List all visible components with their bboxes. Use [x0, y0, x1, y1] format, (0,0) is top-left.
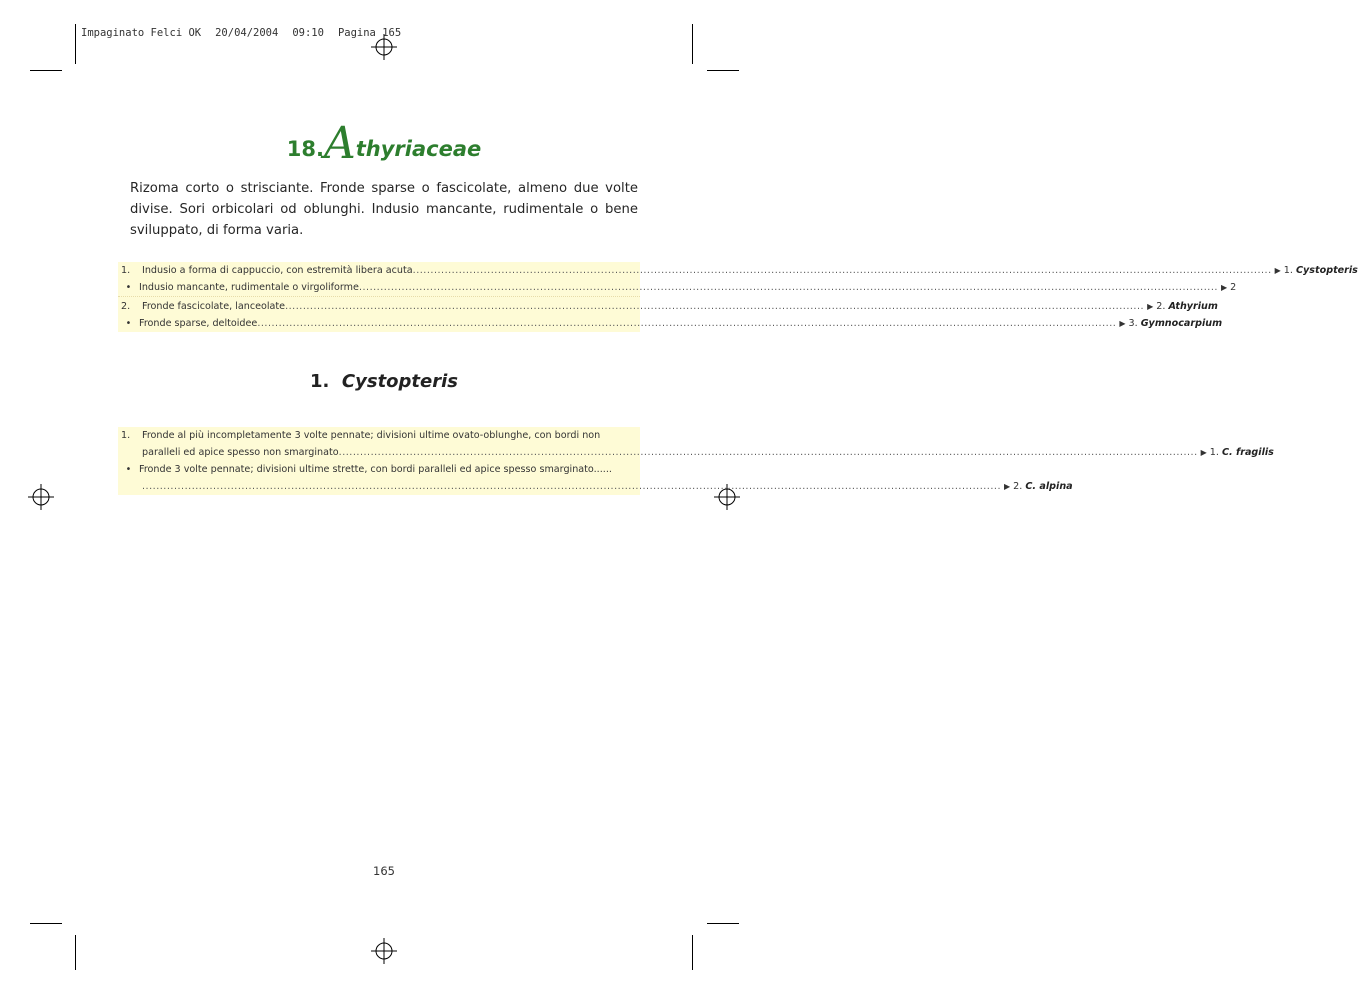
slug-page: Pagina 165 [337, 27, 402, 39]
dot-leader [285, 298, 1144, 315]
crop-mark-bottom-right-vertical [692, 935, 693, 970]
key-row-text: Fronde al più incompletamente 3 volte pennate; divisioni ultime ovato-oblunghe, con bordi non [142, 430, 601, 441]
key-row-continuation [118, 478, 1073, 495]
result-number: 1. [1209, 447, 1219, 458]
key-row-text: Fronde 3 volte pennate; divisioni ultime strette, con bordi paralleli ed apice spesso smarginato...... [139, 464, 612, 475]
result-species: C. fragilis [1222, 447, 1274, 458]
dot-leader [413, 262, 1272, 279]
crop-mark-top-right-horizontal [707, 70, 739, 71]
crop-mark-bottom-left-vertical [75, 935, 76, 970]
key-row [118, 298, 1218, 315]
key-row-bullet: • [125, 464, 132, 475]
crop-mark-top-right-vertical [692, 24, 693, 64]
arrow-right-icon: ▶ [1274, 266, 1281, 275]
key-row [118, 427, 640, 444]
arrow-right-icon: ▶ [1004, 482, 1011, 491]
registration-mark-bottom-icon [371, 938, 397, 964]
key-row [118, 461, 640, 478]
arrow-right-icon: ▶ [1220, 283, 1228, 292]
crop-mark-bottom-right-horizontal [707, 923, 739, 924]
key-row-number: 2. [121, 301, 131, 312]
crop-mark-top-left-vertical [75, 24, 76, 64]
key-row-text: Indusio mancante, rudimentale o virgoliforme [139, 282, 359, 293]
registration-mark-left-icon [28, 484, 54, 510]
key-row-continuation [118, 444, 1274, 461]
crop-mark-bottom-left-horizontal [30, 923, 62, 924]
genus-name: Cystopteris [341, 371, 458, 392]
arrow-right-icon: ▶ [1147, 302, 1154, 311]
dot-leader [359, 279, 1218, 296]
genus-key [118, 427, 1274, 495]
genus-title [0, 371, 768, 392]
page-number: 165 [373, 864, 395, 878]
result-genus: Athyrium [1168, 301, 1218, 312]
dot-leader [339, 444, 1198, 461]
key-row-text: paralleli ed apice spesso non smarginato [142, 447, 339, 458]
result-genus: Cystopteris [1296, 265, 1358, 276]
key-row-bullet: • [125, 282, 132, 293]
arrow-right-icon: ▶ [1119, 319, 1126, 328]
registration-mark-top-icon [371, 34, 397, 60]
key-row-number: 1. [121, 430, 131, 441]
dot-leader [257, 315, 1116, 332]
key-row-result [1001, 478, 1076, 495]
key-row-result [1116, 315, 1225, 332]
key-row [118, 315, 1223, 332]
dot-leader [142, 478, 1001, 495]
family-description: Rizoma corto o strisciante. Fronde sparse o fascicolate, almeno due volte divise. Sori orbicolari od oblunghi. Indusio mancante, rudimentale o bene sviluppato, di forma varia. [130, 181, 638, 238]
result-number: 2. [1013, 481, 1023, 492]
slug-file: Impaginato Felci OK [81, 27, 202, 39]
genus-number: 1. [309, 371, 330, 392]
result-number: 1. [1283, 265, 1293, 276]
family-initial: A [323, 118, 356, 169]
key-row-result [1218, 279, 1239, 296]
key-row [118, 279, 1237, 296]
slug-date: 20/04/2004 [215, 27, 279, 39]
family-key [118, 262, 1358, 332]
result-number: 2 [1230, 282, 1237, 293]
key-row-text: Indusio a forma di cappuccio, con estremità libera acuta [142, 265, 413, 276]
key-row-bullet: • [125, 318, 132, 329]
key-row [118, 262, 1358, 279]
printer-slug [81, 27, 415, 39]
key-row-result [1198, 444, 1277, 461]
key-row-text: Fronde fascicolate, lanceolate [142, 301, 286, 312]
family-title [0, 118, 768, 169]
crop-mark-top-left-horizontal [30, 70, 62, 71]
result-species: C. alpina [1025, 481, 1073, 492]
key-row-number: 1. [121, 265, 131, 276]
family-number: 18. [286, 137, 324, 161]
arrow-right-icon: ▶ [1200, 448, 1207, 457]
result-number: 2. [1156, 301, 1166, 312]
key-row-result [1144, 298, 1221, 315]
key-row-result [1272, 262, 1361, 279]
result-number: 3. [1128, 318, 1138, 329]
slug-time: 09:10 [292, 27, 324, 39]
key-row-text: Fronde sparse, deltoidee [139, 318, 258, 329]
family-name-rest: thyriaceae [355, 137, 482, 161]
result-genus: Gymnocarpium [1140, 318, 1223, 329]
